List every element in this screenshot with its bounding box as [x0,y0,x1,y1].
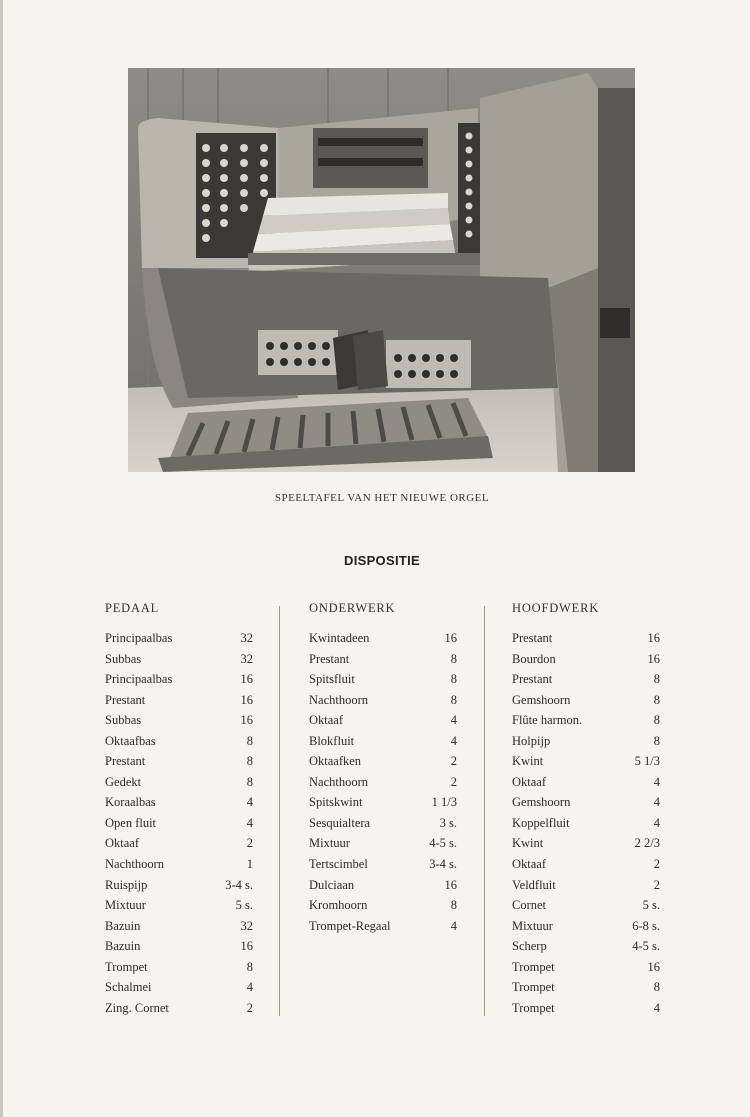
stop-row [309,772,457,793]
stop-row [105,875,253,896]
stop-name: Ruispijp [105,877,148,892]
stop-name: Mixtuur [309,836,350,851]
stop-footage: 1 [246,857,253,872]
stop-name: Oktaaf [512,774,547,789]
stop-footage: 4 [653,774,660,789]
stop-list [105,628,253,1018]
stop-name: Subbas [105,713,142,728]
stop-name: Trompet [512,1000,555,1015]
stop-name: Scherp [512,939,547,954]
stop-footage: 32 [240,918,253,933]
stop-footage: 8 [450,898,457,913]
stop-footage: 8 [653,733,660,748]
stop-list [512,628,660,1018]
stop-name: Koppelfluit [512,815,570,830]
stop-row [105,751,253,772]
onderwerk-column [309,600,457,936]
stop-footage: 4 [653,815,660,830]
stop-row [309,710,457,731]
stop-row [512,813,660,834]
column-title: ONDERWERK [309,601,396,615]
stop-name: Gemshoorn [512,795,571,810]
stop-name: Sesquialtera [309,815,371,830]
stop-footage: 8 [653,692,660,707]
stop-footage: 5 1/3 [634,754,660,769]
stop-name: Cornet [512,898,547,913]
stop-list [309,628,457,936]
stop-name: Bazuin [105,918,141,933]
stop-name: Open fluit [105,815,157,830]
stop-row [105,669,253,690]
stop-name: Bourdon [512,651,556,666]
stop-row [512,875,660,896]
stop-footage: 8 [246,754,253,769]
stop-footage: 5 s. [642,898,660,913]
stop-name: Spitskwint [309,795,363,810]
stop-footage: 2 [246,1000,253,1015]
stop-footage: 16 [647,651,660,666]
stop-row [105,690,253,711]
stop-footage: 8 [450,692,457,707]
stop-footage: 5 s. [235,898,253,913]
stop-footage: 3-4 s. [225,877,253,892]
stop-name: Mixtuur [105,898,146,913]
stop-row [309,649,457,670]
stop-name: Oktaaf [105,836,140,851]
stop-name: Kromhoorn [309,898,368,913]
stop-name: Dulciaan [309,877,355,892]
stop-row [105,731,253,752]
stop-row [512,833,660,854]
stop-name: Veldfluit [512,877,556,892]
stop-row [309,628,457,649]
stop-footage: 8 [653,980,660,995]
stop-name: Prestant [105,754,146,769]
stop-name: Prestant [105,692,146,707]
stop-row [105,957,253,978]
column-divider [484,606,485,1016]
stop-name: Oktaafken [309,754,362,769]
stop-name: Nachthoorn [309,774,369,789]
stop-row [512,977,660,998]
hoofdwerk-column [512,600,660,1018]
stop-footage: 16 [240,713,253,728]
stop-name: Nachthoorn [309,692,369,707]
stop-row [309,731,457,752]
stop-footage: 4-5 s. [429,836,457,851]
stop-row [105,998,253,1019]
stop-name: Prestant [512,672,553,687]
stop-footage: 8 [450,651,457,666]
stop-row [309,854,457,875]
stop-row [512,628,660,649]
stop-name: Gedekt [105,774,142,789]
stop-footage: 4 [653,1000,660,1015]
stop-name: Oktaafbas [105,733,156,748]
stop-row [309,875,457,896]
stop-footage: 2 [450,774,457,789]
stop-footage: 3-4 s. [429,857,457,872]
stop-row [512,895,660,916]
stop-row [512,916,660,937]
stop-row [309,690,457,711]
stop-row [105,813,253,834]
stop-row [512,751,660,772]
stop-name: Trompet [512,980,555,995]
stop-footage: 8 [653,672,660,687]
stop-footage: 16 [444,631,457,645]
stop-footage: 2 [653,857,660,872]
stop-footage: 8 [653,713,660,728]
stop-name: Flûte harmon. [512,713,583,728]
stop-footage: 8 [450,672,457,687]
stop-footage: 2 [653,877,660,892]
stop-row [309,813,457,834]
stop-row [105,833,253,854]
stop-name: Principaalbas [105,631,173,645]
stop-row [512,998,660,1019]
stop-name: Prestant [309,651,350,666]
stop-row [512,690,660,711]
stop-footage: 4 [246,980,253,995]
stop-name: Tertscimbel [309,857,368,872]
stop-name: Kwint [512,754,544,769]
stop-row [105,710,253,731]
stop-row [512,936,660,957]
column-title: HOOFDWERK [512,601,600,615]
stop-row [512,731,660,752]
stop-row [309,895,457,916]
stop-footage: 4 [246,795,253,810]
stop-row [512,792,660,813]
stop-footage: 32 [240,651,253,666]
stop-name: Trompet [512,959,555,974]
stop-footage: 16 [240,672,253,687]
stop-footage: 16 [647,959,660,974]
stop-name: Holpijp [512,733,551,748]
stop-name: Koraalbas [105,795,156,810]
photo-caption: SPEELTAFEL VAN HET NIEUWE ORGEL [274,492,490,504]
stop-row [512,710,660,731]
stop-row [512,854,660,875]
stop-footage: 16 [444,877,457,892]
stop-row [105,916,253,937]
stop-footage: 8 [246,959,253,974]
stop-row [105,936,253,957]
disposition-heading: DISPOSITIE [344,553,420,568]
stop-footage: 2 2/3 [634,836,660,851]
stop-name: Subbas [105,651,142,666]
stop-footage: 2 [450,754,457,769]
stop-name: Bazuin [105,939,141,954]
stop-name: Schalmei [105,980,152,995]
stop-row [309,751,457,772]
stop-name: Kwintadeen [309,631,370,645]
pedaal-column [105,600,253,1018]
stop-name: Nachthoorn [105,857,165,872]
stop-footage: 4 [450,713,457,728]
stop-row [309,916,457,937]
stop-footage: 4-5 s. [632,939,660,954]
stop-name: Kwint [512,836,544,851]
stop-footage: 4 [450,733,457,748]
column-title: PEDAAL [105,601,160,615]
stop-name: Blokfluit [309,733,355,748]
stop-footage: 2 [246,836,253,851]
stop-row [512,669,660,690]
stop-row [105,895,253,916]
stop-row [105,977,253,998]
stop-footage: 4 [450,918,457,933]
stop-footage: 8 [246,774,253,789]
stop-name: Zing. Cornet [105,1000,169,1015]
stop-footage: 32 [240,631,253,645]
stop-footage: 6-8 s. [632,918,660,933]
stop-name: Oktaaf [309,713,344,728]
stop-name: Oktaaf [512,857,547,872]
stop-footage: 4 [246,815,253,830]
stop-footage: 16 [240,939,253,954]
stop-name: Principaalbas [105,672,173,687]
stop-name: Trompet [105,959,148,974]
stop-footage: 1 1/3 [431,795,457,810]
organ-console-photo [128,68,635,472]
stop-row [105,628,253,649]
stop-name: Trompet-Regaal [309,918,391,933]
stop-name: Gemshoorn [512,692,571,707]
column-divider [279,606,280,1016]
stop-row [309,792,457,813]
stop-footage: 3 s. [439,815,457,830]
stop-footage: 4 [653,795,660,810]
stop-row [105,649,253,670]
stop-footage: 8 [246,733,253,748]
stop-row [309,833,457,854]
stop-row [512,772,660,793]
stop-row [105,772,253,793]
stop-row [105,792,253,813]
stop-row [512,649,660,670]
stop-footage: 16 [647,631,660,645]
stop-row [309,669,457,690]
stop-name: Spitsfluit [309,672,355,687]
stop-row [512,957,660,978]
stop-footage: 16 [240,692,253,707]
stop-name: Mixtuur [512,918,553,933]
stop-row [105,854,253,875]
stop-name: Prestant [512,631,553,645]
